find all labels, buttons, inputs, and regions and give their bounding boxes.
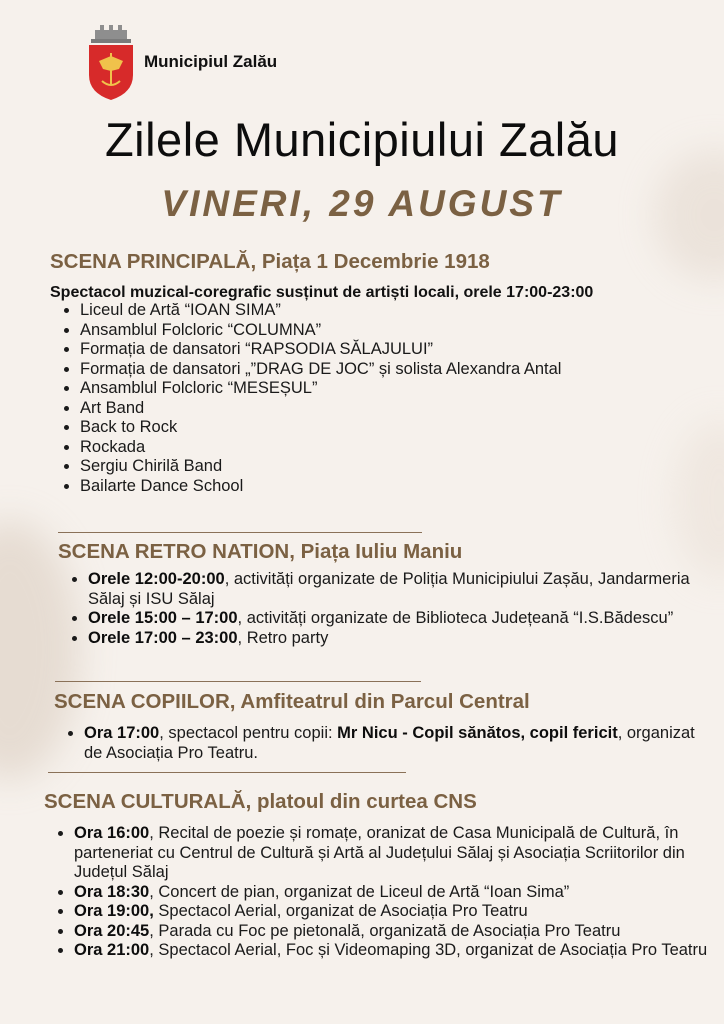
list-item: • Bailarte Dance School (80, 477, 720, 497)
list-item: • Back to Rock (80, 418, 720, 438)
list-item: • Ora 19:00, Spectacol Aerial, organizat de Asociația Pro Teatru (74, 902, 714, 922)
section-title: SCENA COPIILOR, Amfiteatrul din Parcul Central (54, 690, 530, 713)
list-item: • Formația de dansatori „”DRAG DE JOC” și solista Alexandra Antal (80, 360, 720, 380)
list-item: • Ora 20:45, Parada cu Foc pe pietonală, organizată de Asociația Pro Teatru (74, 922, 714, 942)
section-divider (58, 532, 422, 533)
brand-name: Municipiul Zalău (144, 52, 278, 71)
section-children-stage (54, 690, 714, 763)
coat-of-arms-logo (86, 23, 136, 101)
list-item: • Ora 16:00, Recital de poezie și romațe, oranizat de Casa Municipală de Cultură, în parteneriat cu Centrul de Cultură și Artă al Județului Sălaj și Asociația Scriitorilor din Județul Sălaj (74, 824, 714, 883)
section-title: SCENA RETRO NATION, Piața Iuliu Maniu (58, 540, 463, 563)
list-item: • Ansamblul Folcloric “MESEȘUL” (80, 379, 720, 399)
list-item: • Ora 21:00, Spectacol Aerial, Foc și Videomaping 3D, organizat de Asociația Pro Teatru (74, 941, 714, 961)
section-retro-nation (58, 540, 718, 648)
list-item: • Sergiu Chirilă Band (80, 457, 720, 477)
list-item: • Ora 18:30, Concert de pian, organizat de Liceul de Artă “Ioan Sima” (74, 883, 714, 903)
activity-list (58, 570, 718, 648)
event-date: VINERI, 29 AUGUST (161, 183, 563, 224)
list-item: • Liceul de Artă “IOAN SIMA” (80, 301, 720, 321)
section-cultural-stage (44, 790, 714, 961)
list-item: • Ora 17:00, spectacol pentru copii: Mr Nicu - Copil sănătos, copil fericit, organizat de Asociația Pro Teatru. (84, 724, 714, 763)
section-subheading: Spectacol muzical-coregrafic susținut de artiști locali, orele 17:00-23:00 (50, 284, 594, 301)
list-item: • Orele 15:00 – 17:00, activități organizate de Biblioteca Județeană “I.S.Bădescu” (88, 609, 718, 629)
list-item: • Formația de dansatori “RAPSODIA SĂLAJULUI” (80, 340, 720, 360)
list-item: • Rockada (80, 438, 720, 458)
activity-list (54, 724, 714, 763)
list-item: • Orele 17:00 – 23:00, Retro party (88, 629, 718, 649)
section-divider (48, 772, 406, 773)
section-divider (55, 681, 421, 682)
header (86, 22, 277, 102)
page-title: Zilele Municipiului Zalău (104, 113, 620, 166)
section-title: SCENA CULTURALĂ, platoul din curtea CNS (44, 790, 477, 813)
list-item: • Orele 12:00-20:00, activități organizate de Poliția Municipiului Zașău, Jandarmeria Sălaj și ISU Sălaj (88, 570, 718, 609)
section-main-stage (50, 250, 720, 496)
performer-list (50, 301, 720, 496)
list-item: • Ansamblul Folcloric “COLUMNA” (80, 321, 720, 341)
section-title: SCENA PRINCIPALĂ, Piața 1 Decembrie 1918 (50, 250, 490, 273)
activity-list (44, 824, 714, 961)
list-item: • Art Band (80, 399, 720, 419)
